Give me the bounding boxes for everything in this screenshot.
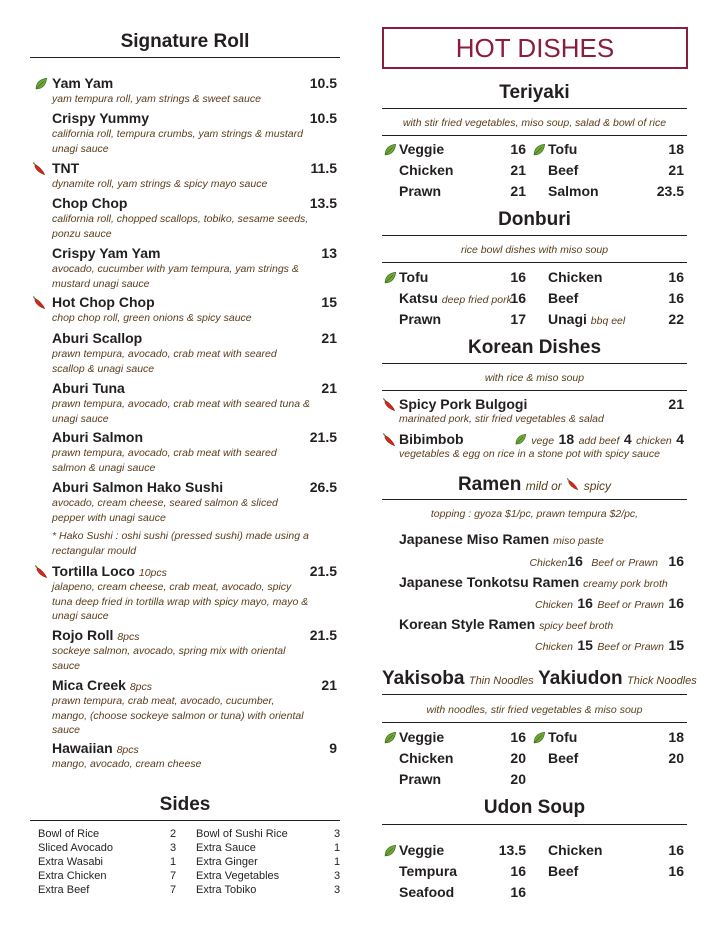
item-name: Aburi Tuna xyxy=(52,380,125,396)
item-name: Seafood xyxy=(399,884,455,900)
item-name: Crispy Yummy xyxy=(52,110,150,126)
vege-price: 18 xyxy=(558,431,575,447)
item-price: 21 xyxy=(510,162,526,178)
item-name: Hot Chop Chop xyxy=(52,294,155,310)
item-price: 21 xyxy=(668,396,684,412)
item-price: 21 xyxy=(510,183,526,199)
item-price: 13.5 xyxy=(498,842,526,858)
donburi-subtitle: rice bowl dishes with miso soup xyxy=(460,244,609,256)
item-note: deep fried pork xyxy=(441,294,512,306)
item-description: prawn tempura, avocado, crab meat with seared tuna & unagi sauce xyxy=(52,398,310,425)
beef-prawn-label: Beef or Prawn xyxy=(597,641,664,653)
chicken-label: Chicken xyxy=(535,599,573,611)
beef-prawn-price: 16 xyxy=(668,553,684,569)
item-name-text: Mica Creek xyxy=(52,677,126,693)
side-item-name: Extra Beef xyxy=(38,884,90,896)
chicken-label: Chicken xyxy=(529,557,568,569)
item-price: 10.5 xyxy=(309,110,337,126)
item-price: 21.5 xyxy=(309,429,337,445)
item-description: prawn tempura, avocado, crab meat with seared scallop & unagi sauce xyxy=(52,348,277,375)
side-item-price: 1 xyxy=(334,842,341,854)
udon-soup-title: Udon Soup xyxy=(483,797,586,818)
item-name: TNT xyxy=(52,160,80,176)
item-note: bbq eel xyxy=(590,315,626,327)
donburi-title: Donburi xyxy=(498,209,571,230)
item-description: marinated pork, stir fried vegetables & salad xyxy=(399,413,604,425)
side-item-price: 3 xyxy=(334,870,341,882)
beef-prawn-price: 15 xyxy=(668,637,684,653)
item-price: 22 xyxy=(668,311,684,327)
item-price: 17 xyxy=(510,311,526,327)
item-name: Salmon xyxy=(548,183,599,199)
leaf-icon xyxy=(383,143,397,157)
item-name: Spicy Pork Bulgogi xyxy=(399,396,528,412)
side-item-name: Extra Tobiko xyxy=(196,884,257,896)
item-price: 16 xyxy=(510,863,526,879)
item-name: Yam Yam xyxy=(52,75,114,91)
item-description: vegetables & egg on rice in a stone pot with spicy sauce xyxy=(399,448,660,460)
ramen-topping-note: topping : gyoza $1/pc, prawn tempura $2/pc, xyxy=(430,508,639,520)
side-item-price: 3 xyxy=(334,884,341,896)
item-description: california roll, chopped scallops, tobiko, sesame seeds, ponzu sauce xyxy=(52,213,309,240)
chicken-price: 15 xyxy=(577,637,593,653)
leaf-icon xyxy=(532,143,546,157)
side-item-name: Extra Ginger xyxy=(196,856,258,868)
item-price: 15 xyxy=(321,294,337,310)
chicken-label: Chicken xyxy=(535,641,573,653)
item-name-text: Unagi xyxy=(548,311,587,327)
item-price: 16 xyxy=(510,884,526,900)
item-name: Tofu xyxy=(548,141,578,157)
hot-dishes-title: HOT DISHES xyxy=(455,33,615,63)
side-item-price: 2 xyxy=(170,828,177,840)
item-name-text: Rojo Roll xyxy=(52,627,114,643)
ramen-title-row xyxy=(382,474,687,496)
side-item-price: 1 xyxy=(334,856,341,868)
item-price: 16 xyxy=(510,141,526,157)
add-beef-label: add beef xyxy=(578,435,620,447)
item-name: Chicken xyxy=(399,750,454,766)
ramen-prices xyxy=(535,595,684,613)
teriyaki-title: Teriyaki xyxy=(499,82,570,103)
korean-subtitle: with rice & miso soup xyxy=(484,372,585,384)
item-price: 13.5 xyxy=(309,195,337,211)
side-item-name: Extra Wasabi xyxy=(38,856,104,868)
item-name: Tempura xyxy=(399,863,458,879)
leaf-icon xyxy=(383,731,397,745)
item-price: 16 xyxy=(510,290,526,306)
item-price: 18 xyxy=(668,729,684,745)
item-name: Tofu xyxy=(399,269,429,285)
item-name xyxy=(52,563,167,579)
item-name: Beef xyxy=(548,162,579,178)
item-price: 23.5 xyxy=(656,183,684,199)
item-name-text: Japanese Tonkotsu Ramen xyxy=(399,574,580,590)
ramen-mild-label: mild or xyxy=(525,479,562,493)
item-price: 16 xyxy=(668,269,684,285)
item-description: mango, avocado, cream cheese xyxy=(52,758,202,770)
item-price: 20 xyxy=(668,750,684,766)
chili-pepper-icon xyxy=(382,433,396,447)
yakiudon-title: Yakiudon xyxy=(538,668,623,689)
beef-prawn-price: 16 xyxy=(668,595,684,611)
item-name: Beef xyxy=(548,863,579,879)
item-price: 21.5 xyxy=(309,563,337,579)
item-description: prawn tempura, avocado, crab meat with seared salmon & unagi sauce xyxy=(52,447,277,474)
divider xyxy=(382,235,687,236)
signature-roll-title: Signature Roll xyxy=(120,31,250,52)
side-item-name: Extra Sauce xyxy=(196,842,256,854)
chicken-price: 16 xyxy=(567,553,583,569)
yakiudon-subtitle: Thick Noodles xyxy=(627,675,697,687)
item-note: spicy beef broth xyxy=(539,620,614,632)
item-description: chop chop roll, green onions & spicy sauce xyxy=(52,312,252,324)
item-name: Chicken xyxy=(548,842,603,858)
item-name: Tofu xyxy=(548,729,578,745)
item-name: Chicken xyxy=(399,162,454,178)
item-description: avocado, cucumber with yam tempura, yam strings & mustard unagi sauce xyxy=(52,263,299,290)
item-price: 10.5 xyxy=(309,75,337,91)
item-name xyxy=(548,311,625,327)
side-item-name: Sliced Avocado xyxy=(38,842,114,854)
item-pieces: 8pcs xyxy=(117,631,140,643)
side-item-name: Bowl of Rice xyxy=(38,828,100,840)
item-name: Aburi Salmon xyxy=(52,429,144,445)
item-name xyxy=(52,740,139,756)
item-price: 16 xyxy=(510,269,526,285)
divider xyxy=(30,57,340,58)
sides-title: Sides xyxy=(159,794,211,815)
yakisoba-subtitle: Thin Noodles xyxy=(468,675,534,687)
ramen-spicy-label: spicy xyxy=(583,479,612,493)
item-price: 20 xyxy=(510,771,526,787)
item-pieces: 10pcs xyxy=(138,567,167,579)
item-name: Chop Chop xyxy=(52,195,128,211)
chicken-label: chicken xyxy=(636,435,672,447)
bibimbob-options xyxy=(514,431,684,449)
leaf-icon xyxy=(383,271,397,285)
side-item-name: Extra Vegetables xyxy=(196,870,280,882)
item-price: 16 xyxy=(668,842,684,858)
item-price: 21.5 xyxy=(309,627,337,643)
item-price: 16 xyxy=(510,729,526,745)
korean-dishes-title: Korean Dishes xyxy=(467,337,602,358)
item-name: Aburi Scallop xyxy=(52,330,143,346)
item-name: Beef xyxy=(548,290,579,306)
hako-sushi-note: * Hako Sushi : oshi sushi (pressed sushi) made using a rectangular mould xyxy=(52,530,309,557)
ramen-prices xyxy=(529,553,684,571)
item-note: miso paste xyxy=(553,535,604,547)
item-name: Chicken xyxy=(548,269,603,285)
divider xyxy=(382,694,687,695)
divider xyxy=(382,499,687,500)
chili-pepper-icon xyxy=(32,296,46,310)
chicken-price: 16 xyxy=(577,595,593,611)
item-description: prawn tempura, crab meat, avocado, cucumber, mango, (choose sockeye salmon or tuna) with oriental sauce xyxy=(52,695,304,736)
item-note: creamy pork broth xyxy=(583,578,668,590)
item-name xyxy=(399,574,668,590)
item-description: jalapeno, cream cheese, crab meat, avocado, spicy tuna deep fried in tortilla wrap with spicy mayo, mayo & unagi sauce xyxy=(52,581,309,622)
divider xyxy=(382,722,687,723)
item-price: 26.5 xyxy=(309,479,337,495)
item-name: Aburi Salmon Hako Sushi xyxy=(52,479,224,495)
item-name xyxy=(52,677,152,693)
item-name: Prawn xyxy=(399,771,442,787)
divider xyxy=(382,108,687,109)
divider xyxy=(382,262,687,263)
item-description: yam tempura roll, yam strings & sweet sauce xyxy=(52,93,261,105)
item-name: Veggie xyxy=(399,729,445,745)
yakisoba-title-row xyxy=(382,668,697,690)
item-name-text: Korean Style Ramen xyxy=(399,616,536,632)
item-price: 13 xyxy=(321,245,337,261)
item-name: Beef xyxy=(548,750,579,766)
add-beef-price: 4 xyxy=(623,431,632,447)
item-pieces: 8pcs xyxy=(129,681,153,693)
chicken-price: 4 xyxy=(676,431,684,447)
item-name: Bibimbob xyxy=(399,431,464,447)
ramen-title: Ramen xyxy=(457,474,522,495)
divider xyxy=(382,824,687,825)
item-name: Veggie xyxy=(399,141,445,157)
side-item-name: Bowl of Sushi Rice xyxy=(196,828,288,840)
item-name: Prawn xyxy=(399,311,442,327)
item-name: Crispy Yam Yam xyxy=(52,245,161,261)
leaf-icon xyxy=(34,77,48,91)
item-name: Veggie xyxy=(399,842,445,858)
item-price: 16 xyxy=(668,863,684,879)
chili-pepper-icon xyxy=(34,565,48,579)
item-name-text: Japanese Miso Ramen xyxy=(399,531,550,547)
beef-prawn-label: Beef or Prawn xyxy=(597,599,664,611)
yakisoba-note: with noodles, stir fried vegetables & miso soup xyxy=(426,704,643,716)
item-name xyxy=(52,627,140,643)
yakisoba-title: Yakisoba xyxy=(382,668,465,689)
divider xyxy=(382,363,687,364)
leaf-icon xyxy=(514,433,527,446)
chili-pepper-icon xyxy=(32,162,46,176)
teriyaki-subtitle: with stir fried vegetables, miso soup, salad & bowl of rice xyxy=(402,117,667,129)
item-price: 11.5 xyxy=(310,160,337,176)
leaf-icon xyxy=(383,844,397,858)
item-price: 16 xyxy=(668,290,684,306)
item-price: 21 xyxy=(321,677,337,693)
hot-dishes-header xyxy=(382,27,688,69)
item-description: dynamite roll, yam strings & spicy mayo sauce xyxy=(52,178,268,190)
item-price: 21 xyxy=(668,162,684,178)
item-name-text: Tortilla Loco xyxy=(52,563,135,579)
chili-pepper-icon xyxy=(566,478,579,491)
item-price: 21 xyxy=(321,330,337,346)
item-price: 18 xyxy=(668,141,684,157)
side-item-price: 3 xyxy=(170,842,177,854)
item-price: 9 xyxy=(329,740,337,756)
ramen-prices xyxy=(535,637,684,655)
item-pieces: 8pcs xyxy=(116,744,139,756)
item-description: sockeye salmon, avocado, spring mix with oriental sauce xyxy=(52,645,286,672)
item-name xyxy=(399,531,604,547)
item-description: california roll, tempura crumbs, yam strings & mustard unagi sauce xyxy=(52,128,303,155)
item-name-text: Katsu xyxy=(399,290,438,306)
vege-label: vege xyxy=(531,435,555,447)
item-name: Prawn xyxy=(399,183,442,199)
beef-prawn-label: Beef or Prawn xyxy=(591,557,658,569)
item-price: 21 xyxy=(321,380,337,396)
chili-pepper-icon xyxy=(382,398,396,412)
item-name xyxy=(399,616,613,632)
side-item-price: 7 xyxy=(170,870,177,882)
side-item-price: 3 xyxy=(334,828,341,840)
side-item-name: Extra Chicken xyxy=(38,870,107,882)
divider xyxy=(30,820,340,821)
item-description: avocado, cream cheese, seared salmon & sliced pepper with unagi sauce xyxy=(52,497,278,524)
item-price: 20 xyxy=(510,750,526,766)
side-item-price: 1 xyxy=(170,856,177,868)
leaf-icon xyxy=(532,731,546,745)
side-item-price: 7 xyxy=(170,884,177,896)
item-name-text: Hawaiian xyxy=(52,740,113,756)
divider xyxy=(382,390,687,391)
divider xyxy=(382,135,687,136)
